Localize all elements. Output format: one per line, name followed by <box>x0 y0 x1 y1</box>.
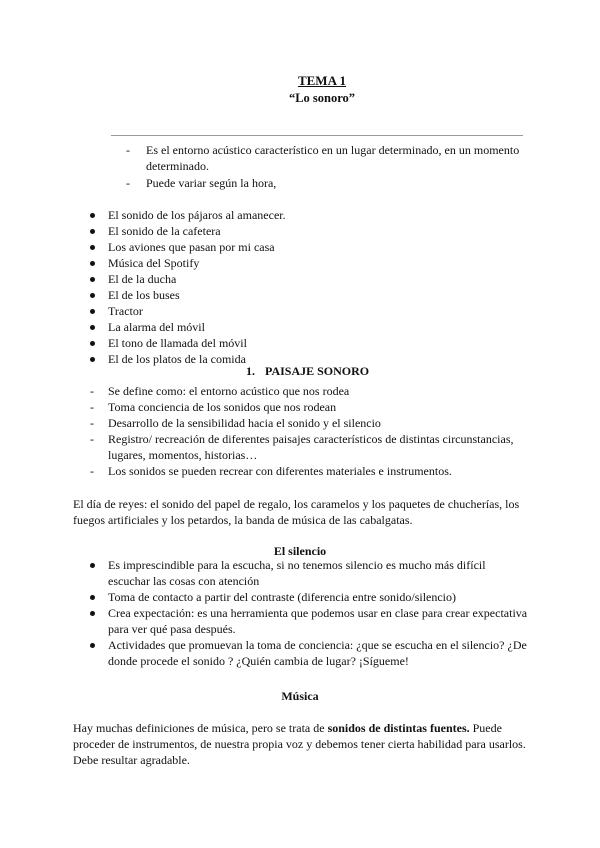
list-item: El tono de llamada del móvil <box>88 335 528 351</box>
horizontal-divider <box>111 135 523 136</box>
music-text-bold: sonidos de distintas fuentes. <box>327 721 470 735</box>
list-item: - Desarrollo de la sensibilidad hacia el sonido y el silencio <box>90 415 530 431</box>
list-item: Tractor <box>88 303 528 319</box>
list-item: Es imprescindible para la escucha, si no tenemos silencio es mucho más difícil escuchar las cosas con atención <box>88 557 528 589</box>
paragraph-musica <box>73 720 531 768</box>
document-subtitle: “Lo sonoro” <box>288 91 356 105</box>
list-item: - Los sonidos se pueden recrear con diferentes materiales e instrumentos. <box>90 463 530 479</box>
sounds-bullet-list <box>88 207 528 367</box>
paisaje-sonoro-list <box>90 383 530 479</box>
heading-musica: Música <box>281 689 319 703</box>
heading-el-silencio: El silencio <box>273 544 327 558</box>
list-item: La alarma del móvil <box>88 319 528 335</box>
list-item: El de los platos de la comida <box>88 351 528 367</box>
list-item: El sonido de los pájaros al amanecer. <box>88 207 528 223</box>
list-item: Toma de contacto a partir del contraste (diferencia entre sonido/silencio) <box>88 589 528 605</box>
list-item: Crea expectación: es una herramienta que podemos usar en clase para crear expectativa para ver qué pasa después. <box>88 605 528 637</box>
list-item: - Es el entorno acústico característico en un lugar determinado, en un momento determinado. <box>126 142 526 174</box>
list-item: El de la ducha <box>88 271 528 287</box>
list-item: - Toma conciencia de los sonidos que nos rodean <box>90 399 530 415</box>
list-item: Actividades que promuevan la toma de conciencia: ¿que se escucha en el silencio? ¿De donde procede el sonido ? ¿Quién cambia de lugar? ¡Sígueme! <box>88 637 528 669</box>
document-title: TEMA 1 <box>297 73 347 88</box>
list-item: El sonido de la cafetera <box>88 223 528 239</box>
silence-bullet-list <box>88 557 528 669</box>
section-number: 1. <box>246 364 255 378</box>
paragraph-dia-de-reyes: El día de reyes: el sonido del papel de regalo, los caramelos y los paquetes de chucherías, los fuegos artificiales y los petardos, la banda de música de las cabalgatas. <box>73 497 520 527</box>
music-text-before: Hay muchas definiciones de música, pero se trata de <box>73 721 328 735</box>
list-item: - Puede variar según la hora, <box>126 175 526 191</box>
section-title: PAISAJE SONORO <box>265 364 370 378</box>
intro-dash-list <box>126 142 526 192</box>
section-heading-paisaje-sonoro <box>246 364 369 379</box>
list-item: Los aviones que pasan por mi casa <box>88 239 528 255</box>
list-item: - Se define como: el entorno acústico que nos rodea <box>90 383 530 399</box>
list-item: Música del Spotify <box>88 255 528 271</box>
list-item: El de los buses <box>88 287 528 303</box>
list-item: - Registro/ recreación de diferentes paisajes característicos de distintas circunstancias, lugares, momentos, historias… <box>90 431 530 463</box>
music-text-after: Puede proceder de instrumentos, de nuestra propia voz y debemos tener cierta habilidad para usarlos. Debe resultar agradable. <box>73 721 526 767</box>
